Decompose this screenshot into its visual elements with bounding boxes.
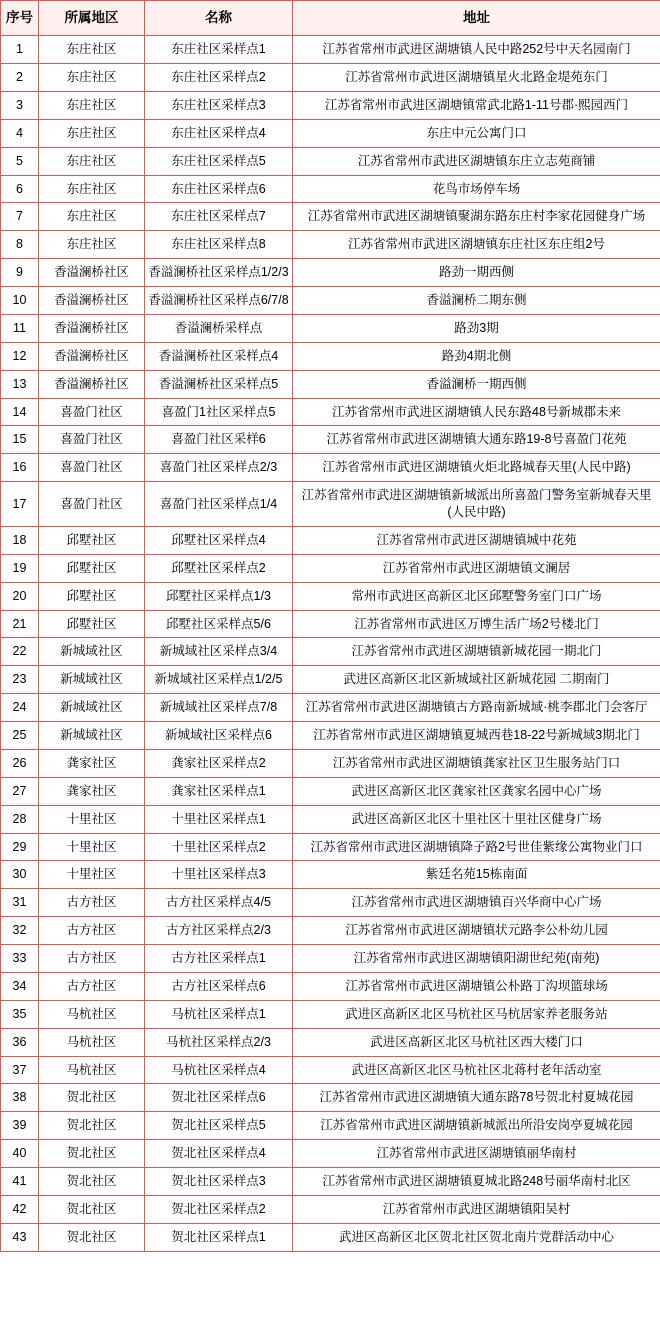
table-row [1, 398, 660, 426]
cell-area: 邱墅社区 [39, 610, 145, 638]
table-header [1, 1, 660, 36]
table-row [1, 342, 660, 370]
cell-address: 武进区高新区北区龚家社区龚家名园中心广场 [293, 777, 660, 805]
cell-address: 江苏省常州市武进区湖塘镇星火北路金堤苑东门 [293, 64, 660, 92]
table-row [1, 1140, 660, 1168]
cell-area: 贺北社区 [39, 1084, 145, 1112]
cell-address: 江苏省常州市武进区湖塘镇城中花苑 [293, 526, 660, 554]
table-row [1, 861, 660, 889]
cell-address: 江苏省常州市武进区湖塘镇新城派出所沿安岗亭夏城花园 [293, 1112, 660, 1140]
cell-name: 马杭社区采样点4 [145, 1056, 293, 1084]
cell-address: 江苏省常州市武进区湖塘镇百兴华商中心广场 [293, 889, 660, 917]
cell-name: 东庄社区采样点3 [145, 91, 293, 119]
cell-address: 江苏省常州市武进区湖塘镇火炬北路城春天里(人民中路) [293, 454, 660, 482]
cell-area: 古方社区 [39, 889, 145, 917]
cell-address: 江苏省常州市武进区湖塘镇夏城北路248号丽华南村北区 [293, 1168, 660, 1196]
cell-area: 十里社区 [39, 833, 145, 861]
table-row [1, 917, 660, 945]
cell-area: 喜盈门社区 [39, 398, 145, 426]
cell-address: 江苏省常州市武进区湖塘镇人民中路252号中天名园南门 [293, 36, 660, 64]
cell-address: 江苏省常州市武进区湖塘镇常武北路1-11号郡·熙园西门 [293, 91, 660, 119]
cell-area: 龚家社区 [39, 749, 145, 777]
column-header-index: 序号 [1, 1, 39, 36]
cell-area: 贺北社区 [39, 1140, 145, 1168]
cell-name: 十里社区采样点3 [145, 861, 293, 889]
cell-index: 18 [1, 526, 39, 554]
cell-area: 喜盈门社区 [39, 454, 145, 482]
cell-area: 东庄社区 [39, 203, 145, 231]
column-header-area: 所属地区 [39, 1, 145, 36]
cell-index: 5 [1, 147, 39, 175]
table-row [1, 722, 660, 750]
cell-name: 东庄社区采样点8 [145, 231, 293, 259]
table-row [1, 805, 660, 833]
cell-name: 喜盈门社区采样6 [145, 426, 293, 454]
table-row [1, 175, 660, 203]
cell-index: 35 [1, 1000, 39, 1028]
table-row [1, 1084, 660, 1112]
cell-name: 新城域社区采样点6 [145, 722, 293, 750]
table-row [1, 91, 660, 119]
cell-index: 24 [1, 694, 39, 722]
cell-address: 江苏省常州市武进区湖塘镇新城派出所喜盈门警务室新城春天里 (人民中路) [293, 482, 660, 527]
cell-name: 古方社区采样点4/5 [145, 889, 293, 917]
cell-index: 34 [1, 972, 39, 1000]
cell-name: 马杭社区采样点2/3 [145, 1028, 293, 1056]
cell-address: 武进区高新区北区新城域社区新城花园 二期南门 [293, 666, 660, 694]
cell-name: 喜盈门社区采样点2/3 [145, 454, 293, 482]
table-row [1, 231, 660, 259]
cell-index: 22 [1, 638, 39, 666]
table-row [1, 610, 660, 638]
cell-index: 8 [1, 231, 39, 259]
table-row [1, 1056, 660, 1084]
table-body [1, 36, 660, 1252]
cell-area: 贺北社区 [39, 1223, 145, 1251]
cell-name: 香溢澜桥社区采样点1/2/3 [145, 259, 293, 287]
cell-area: 马杭社区 [39, 1028, 145, 1056]
cell-area: 贺北社区 [39, 1112, 145, 1140]
table-row [1, 694, 660, 722]
table-row [1, 259, 660, 287]
cell-index: 32 [1, 917, 39, 945]
cell-area: 东庄社区 [39, 147, 145, 175]
table-row [1, 833, 660, 861]
cell-name: 贺北社区采样点6 [145, 1084, 293, 1112]
cell-index: 28 [1, 805, 39, 833]
cell-address: 江苏省常州市武进区湖塘镇降子路2号世佳紫缘公寓物业门口 [293, 833, 660, 861]
cell-address: 江苏省常州市武进区湖塘镇大通东路19-8号喜盈门花苑 [293, 426, 660, 454]
cell-index: 7 [1, 203, 39, 231]
cell-index: 37 [1, 1056, 39, 1084]
cell-address: 江苏省常州市武进区湖塘镇新城花园一期北门 [293, 638, 660, 666]
cell-name: 贺北社区采样点2 [145, 1195, 293, 1223]
cell-index: 13 [1, 370, 39, 398]
cell-address: 路劲4期北侧 [293, 342, 660, 370]
cell-name: 马杭社区采样点1 [145, 1000, 293, 1028]
table-row [1, 526, 660, 554]
cell-name: 东庄社区采样点4 [145, 119, 293, 147]
cell-index: 3 [1, 91, 39, 119]
cell-area: 十里社区 [39, 805, 145, 833]
cell-area: 东庄社区 [39, 91, 145, 119]
cell-area: 东庄社区 [39, 36, 145, 64]
cell-index: 30 [1, 861, 39, 889]
table-row [1, 972, 660, 1000]
cell-name: 古方社区采样点6 [145, 972, 293, 1000]
cell-address: 江苏省常州市武进区湖塘镇大通东路78号贺北村夏城花园 [293, 1084, 660, 1112]
cell-index: 41 [1, 1168, 39, 1196]
cell-area: 东庄社区 [39, 231, 145, 259]
cell-area: 喜盈门社区 [39, 426, 145, 454]
cell-area: 香溢澜桥社区 [39, 370, 145, 398]
table-row [1, 36, 660, 64]
cell-area: 香溢澜桥社区 [39, 259, 145, 287]
column-header-address: 地址 [293, 1, 660, 36]
cell-index: 2 [1, 64, 39, 92]
cell-area: 香溢澜桥社区 [39, 342, 145, 370]
cell-address: 江苏省常州市武进区湖塘镇古方路南新城域·桃李郡北门会客厅 [293, 694, 660, 722]
cell-index: 43 [1, 1223, 39, 1251]
table-row [1, 554, 660, 582]
table-row [1, 889, 660, 917]
cell-address: 武进区高新区北区十里社区十里社区健身广场 [293, 805, 660, 833]
cell-address: 东庄中元公寓门口 [293, 119, 660, 147]
cell-address: 路劲一期西侧 [293, 259, 660, 287]
cell-name: 新城域社区采样点7/8 [145, 694, 293, 722]
cell-index: 16 [1, 454, 39, 482]
cell-address: 江苏省常州市武进区万博生活广场2号楼北门 [293, 610, 660, 638]
cell-name: 十里社区采样点2 [145, 833, 293, 861]
cell-address: 紫廷名苑15栋南面 [293, 861, 660, 889]
table-row [1, 1168, 660, 1196]
table-row [1, 1195, 660, 1223]
cell-name: 贺北社区采样点1 [145, 1223, 293, 1251]
cell-area: 十里社区 [39, 861, 145, 889]
cell-index: 29 [1, 833, 39, 861]
cell-index: 4 [1, 119, 39, 147]
cell-address: 江苏省常州市武进区湖塘镇东庄立志苑商铺 [293, 147, 660, 175]
cell-name: 古方社区采样点1 [145, 945, 293, 973]
cell-address: 江苏省常州市武进区湖塘镇丽华南村 [293, 1140, 660, 1168]
cell-address: 江苏省常州市武进区湖塘镇夏城西巷18-22号新城域3期北门 [293, 722, 660, 750]
cell-address: 常州市武进区高新区北区邱墅警务室门口广场 [293, 582, 660, 610]
cell-index: 17 [1, 482, 39, 527]
cell-index: 11 [1, 314, 39, 342]
cell-index: 39 [1, 1112, 39, 1140]
cell-address: 路劲3期 [293, 314, 660, 342]
cell-name: 邱墅社区采样点5/6 [145, 610, 293, 638]
cell-name: 香溢澜桥社区采样点5 [145, 370, 293, 398]
cell-index: 23 [1, 666, 39, 694]
cell-address: 香溢澜桥二期东侧 [293, 287, 660, 315]
cell-address: 香溢澜桥一期西侧 [293, 370, 660, 398]
table-row [1, 454, 660, 482]
table-row [1, 426, 660, 454]
cell-name: 古方社区采样点2/3 [145, 917, 293, 945]
cell-name: 香溢澜桥社区采样点4 [145, 342, 293, 370]
cell-index: 42 [1, 1195, 39, 1223]
cell-area: 香溢澜桥社区 [39, 287, 145, 315]
cell-area: 邱墅社区 [39, 554, 145, 582]
cell-name: 贺北社区采样点5 [145, 1112, 293, 1140]
table-row [1, 1028, 660, 1056]
cell-index: 1 [1, 36, 39, 64]
cell-name: 东庄社区采样点2 [145, 64, 293, 92]
cell-name: 邱墅社区采样点4 [145, 526, 293, 554]
cell-name: 贺北社区采样点4 [145, 1140, 293, 1168]
cell-name: 喜盈门1社区采样点5 [145, 398, 293, 426]
cell-address: 武进区高新区北区贺北社区贺北南片党群活动中心 [293, 1223, 660, 1251]
cell-area: 新城域社区 [39, 722, 145, 750]
table-row [1, 64, 660, 92]
cell-area: 马杭社区 [39, 1056, 145, 1084]
cell-area: 古方社区 [39, 945, 145, 973]
cell-index: 6 [1, 175, 39, 203]
cell-area: 新城域社区 [39, 694, 145, 722]
cell-name: 东庄社区采样点7 [145, 203, 293, 231]
cell-address: 江苏省常州市武进区湖塘镇阳吴村 [293, 1195, 660, 1223]
cell-index: 31 [1, 889, 39, 917]
cell-index: 21 [1, 610, 39, 638]
table-row [1, 370, 660, 398]
column-header-name: 名称 [145, 1, 293, 36]
cell-area: 东庄社区 [39, 175, 145, 203]
cell-address: 江苏省常州市武进区湖塘镇东庄社区东庄组2号 [293, 231, 660, 259]
table-row [1, 203, 660, 231]
cell-index: 27 [1, 777, 39, 805]
cell-address: 江苏省常州市武进区湖塘镇公朴路丁沟坝篮球场 [293, 972, 660, 1000]
cell-address: 江苏省常州市武进区湖塘镇状元路李公朴幼儿园 [293, 917, 660, 945]
cell-name: 新城域社区采样点1/2/5 [145, 666, 293, 694]
cell-area: 香溢澜桥社区 [39, 314, 145, 342]
cell-area: 龚家社区 [39, 777, 145, 805]
cell-index: 19 [1, 554, 39, 582]
cell-address: 江苏省常州市武进区湖塘镇阳湖世纪苑(南苑) [293, 945, 660, 973]
cell-index: 20 [1, 582, 39, 610]
cell-address: 江苏省常州市武进区湖塘镇文澜居 [293, 554, 660, 582]
table-row [1, 582, 660, 610]
table-row [1, 666, 660, 694]
cell-name: 邱墅社区采样点1/3 [145, 582, 293, 610]
cell-address: 花鸟市场停车场 [293, 175, 660, 203]
cell-index: 14 [1, 398, 39, 426]
cell-index: 40 [1, 1140, 39, 1168]
cell-address: 武进区高新区北区马杭社区马杭居家养老服务站 [293, 1000, 660, 1028]
cell-name: 东庄社区采样点5 [145, 147, 293, 175]
cell-area: 贺北社区 [39, 1195, 145, 1223]
cell-name: 邱墅社区采样点2 [145, 554, 293, 582]
cell-area: 东庄社区 [39, 119, 145, 147]
cell-area: 东庄社区 [39, 64, 145, 92]
cell-area: 贺北社区 [39, 1168, 145, 1196]
table-row [1, 749, 660, 777]
cell-index: 26 [1, 749, 39, 777]
cell-name: 十里社区采样点1 [145, 805, 293, 833]
table-row [1, 1000, 660, 1028]
table-row [1, 119, 660, 147]
table-row [1, 147, 660, 175]
cell-index: 33 [1, 945, 39, 973]
cell-address: 江苏省常州市武进区湖塘镇人民东路48号新城郡未来 [293, 398, 660, 426]
table-header-row [1, 1, 660, 36]
cell-name: 东庄社区采样点1 [145, 36, 293, 64]
cell-name: 贺北社区采样点3 [145, 1168, 293, 1196]
cell-index: 12 [1, 342, 39, 370]
cell-name: 东庄社区采样点6 [145, 175, 293, 203]
cell-address: 江苏省常州市武进区湖塘镇聚湖东路东庄村李家花园健身广场 [293, 203, 660, 231]
cell-name: 新城域社区采样点3/4 [145, 638, 293, 666]
cell-area: 马杭社区 [39, 1000, 145, 1028]
cell-index: 15 [1, 426, 39, 454]
table-row [1, 638, 660, 666]
cell-index: 9 [1, 259, 39, 287]
cell-area: 新城域社区 [39, 638, 145, 666]
cell-area: 古方社区 [39, 972, 145, 1000]
cell-area: 新城域社区 [39, 666, 145, 694]
cell-area: 邱墅社区 [39, 526, 145, 554]
cell-name: 香溢澜桥社区采样点6/7/8 [145, 287, 293, 315]
cell-address: 江苏省常州市武进区湖塘镇龚家社区卫生服务站门口 [293, 749, 660, 777]
cell-index: 10 [1, 287, 39, 315]
cell-name: 龚家社区采样点2 [145, 749, 293, 777]
cell-address: 武进区高新区北区马杭社区西大楼门口 [293, 1028, 660, 1056]
cell-name: 香溢澜桥采样点 [145, 314, 293, 342]
table-row [1, 314, 660, 342]
table-row [1, 287, 660, 315]
cell-name: 喜盈门社区采样点1/4 [145, 482, 293, 527]
table-row [1, 945, 660, 973]
table-row [1, 777, 660, 805]
table-row [1, 1112, 660, 1140]
cell-index: 38 [1, 1084, 39, 1112]
table-row [1, 482, 660, 527]
cell-area: 喜盈门社区 [39, 482, 145, 527]
table-row [1, 1223, 660, 1251]
cell-name: 龚家社区采样点1 [145, 777, 293, 805]
cell-index: 36 [1, 1028, 39, 1056]
cell-area: 邱墅社区 [39, 582, 145, 610]
cell-area: 古方社区 [39, 917, 145, 945]
cell-address: 武进区高新区北区马杭社区北蒋村老年活动室 [293, 1056, 660, 1084]
cell-index: 25 [1, 722, 39, 750]
